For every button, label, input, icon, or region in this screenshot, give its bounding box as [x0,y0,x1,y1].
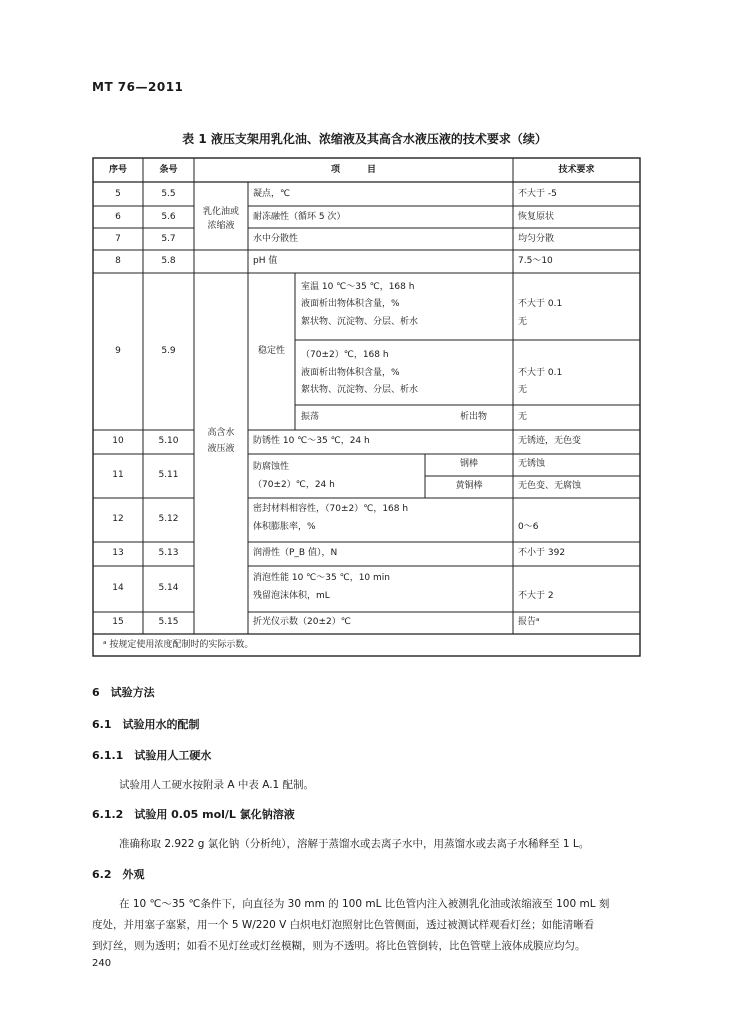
row8-seq: 8 [115,256,121,266]
row9-b-line2: 液面析出物体积含量，% [301,368,400,378]
row6-req: 恢复原状 [518,212,555,222]
row11-req2: 无色变、无腐蚀 [518,481,582,491]
row14-seq: 14 [112,583,124,593]
col-header-seq: 序号 [108,165,127,175]
page-number: 240 [92,958,112,969]
row9-c-req: 无 [518,412,528,422]
row6-item: 耐冻融性（循环 5 次） [253,212,346,222]
row9-seq: 9 [115,346,121,356]
row15-seq: 15 [112,617,124,627]
row15-item: 折光仪示数（20±2）℃ [253,617,351,627]
row14-clause: 5.14 [158,583,179,593]
row6-clause: 5.6 [161,212,176,222]
row11-item-line1: 防腐蚀性 [253,462,290,472]
paragraph-6-2-line1: 在 10 ℃～35 ℃条件下，向直径为 30 mm 的 100 mL 比色管内注入被测乳化油或浓缩液至 100 mL 刻 [119,898,610,910]
paragraph-6-2-line3: 到灯丝，则为透明；如看不见灯丝或灯丝模糊，则为不透明。将比色管倒转，比色管壁上液体成膜应均匀。 [92,940,586,952]
row9-a-line2: 液面析出物体积含量，% [301,299,400,309]
row12-item-line1: 密封材料相容性，（70±2）℃，168 h [253,504,409,514]
row9-a-req2: 无 [518,317,528,327]
row15-clause: 5.15 [158,617,179,627]
col-header-item: 项 目 [330,165,376,175]
row10-clause: 5.10 [158,436,179,446]
row9-a-req1: 不大于 0.1 [518,299,563,309]
row9-c-right: 析出物 [460,412,488,422]
row8-req: 7.5～10 [518,256,553,266]
paragraph-6-1-2: 准确称取 2.922 g 氯化钠（分析纯），溶解于蒸馏水或去离子水中，用蒸馏水或去离子水稀释至 1 L。 [119,838,590,850]
col-header-req: 技术要求 [558,165,595,175]
row13-seq: 13 [112,548,124,558]
row5-item: 凝点，℃ [253,189,291,199]
row13-item: 润滑性（P_B 值），N [253,548,338,558]
row12-req: 0～6 [518,522,539,532]
row10-item: 防锈性 10 ℃～35 ℃，24 h [253,436,370,446]
row9-b-line3: 絮状物、沉淀物、分层、析水 [301,385,419,395]
row7-req: 均匀分散 [518,234,555,244]
row12-clause: 5.12 [158,514,179,524]
row12-item-line2: 体积膨胀率，% [253,522,316,532]
standard-id: MT 76—2011 [92,80,184,94]
section-6-heading: 6 试验方法 [92,686,155,699]
paragraph-6-1-1: 试验用人工硬水按附录 A 中表 A.1 配制。 [119,779,315,791]
row5-req: 不大于 -5 [518,189,557,199]
table-footnote: ᵃ 按规定使用浓度配制时的实际示数。 [103,640,254,650]
row13-req: 不小于 392 [518,548,566,558]
row5-clause: 5.5 [161,189,176,199]
section-6-1-heading: 6.1 试验用水的配制 [92,718,200,731]
row9-a-line3: 絮状物、沉淀物、分层、析水 [301,317,419,327]
row8-clause: 5.8 [161,256,176,266]
row11-seq: 11 [112,470,124,480]
row9-b-line1: （70±2）℃，168 h [301,350,389,360]
row7-clause: 5.7 [161,234,176,244]
paragraph-6-2-line2: 度处，并用塞子塞紧，用一个 5 W/220 V 白炽电灯泡照射比色管侧面，透过被测试样观看灯丝；如能清晰看 [92,919,595,931]
group-label-hwcf: 高含水 液压液 [207,428,235,454]
row11-sub1: 钢棒 [459,459,478,469]
section-6-1-1-heading: 6.1.1 试验用人工硬水 [92,749,212,762]
row6-seq: 6 [115,212,121,222]
row11-item-line2: （70±2）℃，24 h [253,480,335,490]
row10-seq: 10 [112,436,124,446]
row11-sub2: 黄铜棒 [455,481,483,491]
row12-seq: 12 [112,514,124,524]
row14-item-line1: 消泡性能 10 ℃～35 ℃，10 min [253,573,390,583]
row11-clause: 5.11 [158,470,179,480]
section-6-1-2-heading: 6.1.2 试验用 0.05 mol/L 氯化钠溶液 [92,808,295,821]
row8-item: pH 值 [253,256,278,266]
row14-req: 不大于 2 [518,591,554,601]
group-label-oil: 乳化油或 浓缩液 [202,207,239,231]
row14-item-line2: 残留泡沫体积，mL [253,591,330,601]
row5-seq: 5 [115,189,121,199]
row7-seq: 7 [115,234,121,244]
row9-b-req1: 不大于 0.1 [518,368,563,378]
row9-item: 稳定性 [257,346,285,356]
section-6-2-heading: 6.2 外观 [92,868,145,881]
row7-item: 水中分散性 [253,234,299,244]
row9-c-left: 振荡 [301,412,320,422]
row9-clause: 5.9 [161,346,176,356]
row9-a-line1: 室温 10 ℃～35 ℃，168 h [301,282,415,292]
row15-req: 报告ᵃ [518,617,540,627]
row10-req: 无锈迹，无色变 [518,436,582,446]
col-header-clause: 条号 [159,165,178,175]
row9-b-req2: 无 [518,385,528,395]
row11-req1: 无锈蚀 [518,459,546,469]
row13-clause: 5.13 [158,548,179,558]
table-caption: 表 1 液压支架用乳化油、浓缩液及其高含水液压液的技术要求（续） [182,132,547,146]
